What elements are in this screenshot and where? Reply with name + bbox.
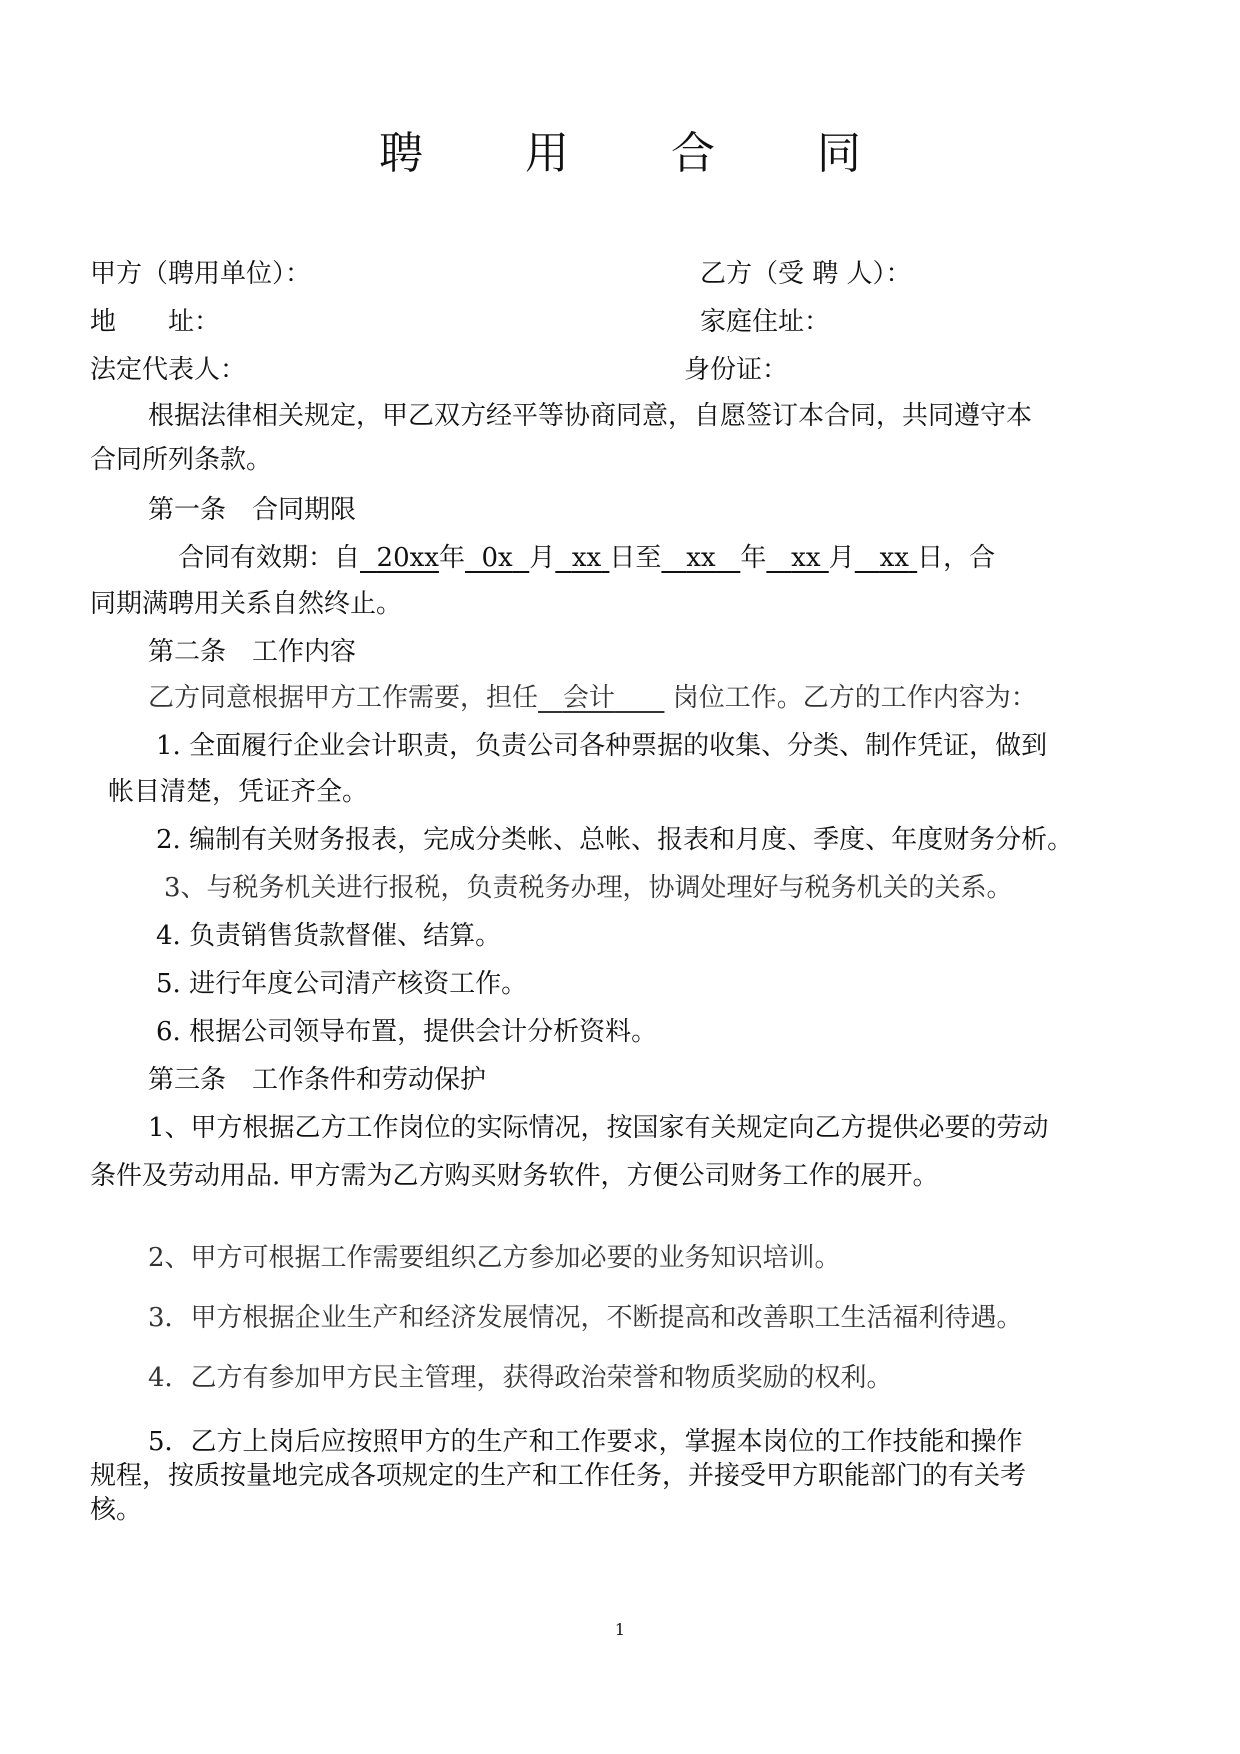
page-number: 1 — [614, 1620, 626, 1639]
day-to-label: 日至 — [609, 543, 662, 573]
month-label: 月 — [529, 543, 556, 573]
contract-term-line — [178, 540, 995, 576]
article-1-heading: 第一条 合同期限 — [148, 495, 357, 525]
duty-5: 5. 进行年度公司清产核资工作。 — [156, 969, 528, 999]
end-month-label: 月 — [828, 543, 855, 573]
intro-line-2: 合同所列条款。 — [90, 445, 273, 475]
duty-1-line-2: 帐目清楚，凭证齐全。 — [108, 777, 369, 807]
end-month-field: xx — [791, 543, 821, 573]
document-title: 聘 用 合 同 — [379, 128, 905, 179]
party-b-label: 乙方（受 聘 人）： — [700, 259, 912, 289]
condition-1-line-2: 条件及劳动用品. 甲方需为乙方购买财务软件，方便公司财务工作的展开。 — [90, 1161, 939, 1191]
position-line — [148, 680, 1037, 716]
duty-4: 4. 负责销售货款督催、结算。 — [156, 921, 502, 951]
article-3-heading: 第三条 工作条件和劳动保护 — [148, 1065, 487, 1095]
start-day-field: xx — [571, 543, 602, 573]
condition-5-line-2: 规程，按质按量地完成各项规定的生产和工作任务，并接受甲方职能部门的有关考 — [90, 1461, 1027, 1491]
home-address-label: 家庭住址： — [700, 307, 831, 337]
start-year-field: 20xx — [376, 543, 439, 573]
party-a-label: 甲方（聘用单位）： — [90, 259, 312, 289]
start-month-field: 0x — [481, 543, 513, 573]
duty-2: 2. 编制有关财务报表，完成分类帐、总帐、报表和月度、季度、年度财务分析。 — [156, 825, 1074, 855]
condition-2: 2、甲方可根据工作需要组织乙方参加必要的业务知识培训。 — [148, 1243, 841, 1273]
duty-1-line-1: 1. 全面履行企业会计职责，负责公司各种票据的收集、分类、制作凭证，做到 — [156, 731, 1048, 761]
article-2-heading: 第二条 工作内容 — [148, 637, 357, 667]
end-year-field: xx — [686, 543, 716, 573]
term-line-2: 同期满聘用关系自然终止。 — [90, 589, 403, 619]
condition-1-line-1: 1、甲方根据乙方工作岗位的实际情况，按国家有关规定向乙方提供必要的劳动 — [148, 1113, 1049, 1143]
end-year-label: 年 — [740, 543, 767, 573]
position-prefix: 乙方同意根据甲方工作需要，担任 — [148, 683, 539, 713]
condition-3: 3．甲方根据企业生产和经济发展情况，不断提高和改善职工生活福利待遇。 — [148, 1303, 1023, 1333]
end-day-field: xx — [879, 543, 909, 573]
duty-6: 6. 根据公司领导布置，提供会计分析资料。 — [156, 1017, 658, 1047]
condition-5-line-3: 核。 — [90, 1495, 143, 1525]
duty-3: 3、与税务机关进行报税，负责税务办理，协调处理好与税务机关的关系。 — [164, 873, 1013, 903]
end-suffix: 日，合 — [917, 543, 996, 573]
term-prefix: 合同有效期：自 — [178, 543, 361, 573]
condition-4: 4．乙方有参加甲方民主管理，获得政治荣誉和物质奖励的权利。 — [148, 1363, 893, 1393]
year-label: 年 — [438, 543, 465, 573]
position-suffix: 岗位工作。乙方的工作内容为： — [672, 683, 1037, 713]
intro-line-1: 根据法律相关规定，甲乙双方经平等协商同意，自愿签订本合同，共同遵守本 — [148, 401, 1033, 431]
legal-rep-label: 法定代表人： — [90, 355, 247, 385]
condition-5-line-1: 5．乙方上岗后应按照甲方的生产和工作要求，掌握本岗位的工作技能和操作 — [148, 1427, 1023, 1457]
address-label: 地 址： — [90, 307, 221, 337]
id-card-label: 身份证： — [684, 355, 789, 385]
position-field: 会计 — [562, 683, 615, 713]
